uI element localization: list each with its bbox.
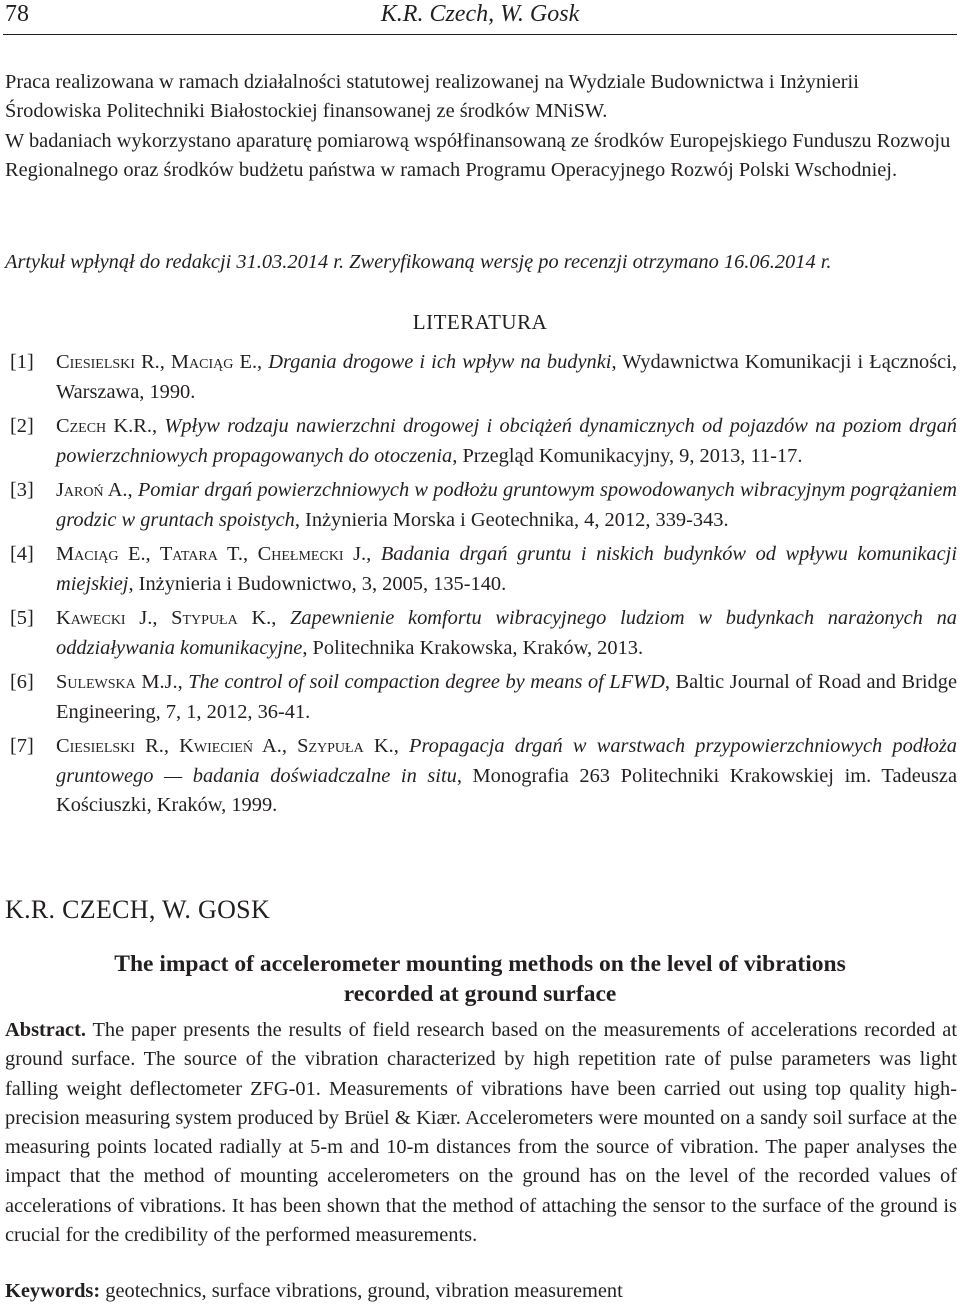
english-title (0, 950, 960, 1009)
reference-number: [2] (10, 415, 34, 437)
reference-source: , Inżynieria Morska i Geotechnika, 4, 2012, 339-343. (294, 508, 729, 531)
reference-authors: Kawecki J., Stypuła K. (56, 607, 272, 629)
acknowledgement-paragraph-2: W badaniach wykorzystano aparaturę pomiarową współfinansowaną ze środków Europejskiego Funduszu Rozwoju Regionalnego oraz środków budżetu państwa w ramach Programu Operacyjnego Rozwój Polski Wschodniej. (5, 129, 951, 181)
reference-item (5, 348, 957, 407)
literature-heading: LITERATURA (412, 310, 548, 334)
abstract (5, 1016, 957, 1250)
reference-authors: Jaroń A. (56, 479, 128, 501)
keywords-label: Keywords: (5, 1280, 101, 1302)
page-number: 78 (5, 1, 29, 27)
reference-item (5, 412, 957, 471)
reference-title: The control of soil compaction degree by means of LFWD (188, 671, 665, 693)
reference-number: [5] (10, 607, 34, 629)
abstract-label: Abstract. (5, 1019, 86, 1041)
reference-separator: , (393, 735, 410, 757)
reference-source: , Inżynieria i Budownictwo, 3, 2005, 135-140. (128, 572, 507, 595)
reference-title: Wpływ rodzaju nawierzchni drogowej i obciążeń dynamicznych od pojazdów na poziom drgań powierzchniowych propagowanych do otoczenia (56, 415, 957, 467)
reference-separator: , (366, 543, 381, 565)
acknowledgement-paragraph-1: Praca realizowana w ramach działalności statutowej realizowanej na Wydziale Budownictwa i Inżynierii Środowiska Politechniki Białostockiej finansowanej ze środków MNiSW. (5, 71, 859, 123)
reference-source: , Politechnika Krakowska, Kraków, 2013. (302, 636, 644, 659)
reference-source: , Baltic Journal of Road and Bridge Engineering, 7, 1, 2012, 36-41. (56, 671, 957, 723)
reference-number: [7] (10, 735, 34, 757)
running-head: K.R. Czech, W. Gosk (380, 1, 580, 27)
reference-number: [1] (10, 351, 34, 373)
reference-number: [3] (10, 479, 34, 501)
english-title-line-2: recorded at ground surface (343, 980, 617, 1007)
reference-item (5, 604, 957, 663)
reference-number: [4] (10, 543, 34, 565)
reference-separator: , (257, 351, 269, 373)
english-authors: K.R. CZECH, W. GOSK (5, 895, 271, 924)
reference-title: Drgania drogowe i ich wpływ na budynki (268, 351, 612, 373)
reference-source: , Wydawnictwa Komunikacji i Łączności, Warszawa, 1990. (56, 351, 957, 403)
reference-title: Pomiar drgań powierzchniowych w podłożu gruntowym spowodowanych wibracyjnym pogrążaniem grodzic w gruntach spoistych (56, 479, 957, 531)
reference-list (5, 348, 957, 826)
reference-separator: , (127, 479, 138, 501)
reference-authors: Czech K.R. (56, 415, 152, 437)
reference-title: Badania drgań gruntu i niskich budynków od wpływu komunikacji miejskiej (56, 543, 958, 595)
abstract-text: The paper presents the results of field research based on the measurements of accelerations recorded at ground surface. The source of the vibration characterized by high repetition rate of pulse parameters was light falling weight deflectometer ZFG-01. Measurements of vibrations have been carried out using top quality high-precision measuring system produced by Brüel & Kiær. Accelerometers were mounted on a sandy soil surface at the measuring points located radially at 5-m and 10-m distances from the source of vibration. The paper analyses the impact that the method of mounting accelerometers on the ground has on the level of the recorded values of accelerations of vibrations. It has been shown that the method of attaching the sensor to the surface of the ground is crucial for the credibility of the performed measurements. (5, 1019, 957, 1247)
reference-item (5, 540, 957, 599)
reference-item (5, 668, 957, 727)
reference-authors: Maciąg E., Tatara T., Chełmecki J. (56, 543, 367, 565)
reference-source: , Monografia 263 Politechniki Krakowskiej im. Tadeusza Kościuszki, Kraków, 1999. (56, 764, 957, 816)
reference-authors: Ciesielski R., Maciąg E. (56, 351, 258, 373)
reference-separator: , (177, 671, 189, 693)
reference-source: , Przegląd Komunikacyjny, 9, 2013, 11-17. (452, 444, 803, 467)
reference-authors: Sulewska M.J. (56, 671, 178, 693)
reference-number: [6] (10, 671, 34, 693)
acknowledgement (5, 68, 957, 185)
reference-authors: Ciesielski R., Kwiecień A., Szypuła K. (56, 735, 394, 757)
keywords-text: geotechnics, surface vibrations, ground, vibration measurement (100, 1280, 623, 1302)
received-note: Artykuł wpłynął do redakcji 31.03.2014 r. Zweryfikowaną wersję po recenzji otrzymano 16.06.2014 r. (5, 251, 832, 273)
reference-title: Zapewnienie komfortu wibracyjnego ludziom w budynkach narażonych na oddziaływania komunikacyjne (56, 607, 957, 659)
reference-item (5, 732, 957, 821)
page-header (3, 0, 957, 35)
keywords (5, 1280, 957, 1303)
reference-separator: , (271, 607, 291, 629)
reference-item (5, 476, 957, 535)
reference-title: Propagacja drgań w warstwach przypowierzchniowych podłoża gruntowego — badania doświadczalne in situ (56, 735, 957, 787)
reference-separator: , (151, 415, 165, 437)
english-title-line-1: The impact of accelerometer mounting methods on the level of vibrations (114, 951, 846, 977)
